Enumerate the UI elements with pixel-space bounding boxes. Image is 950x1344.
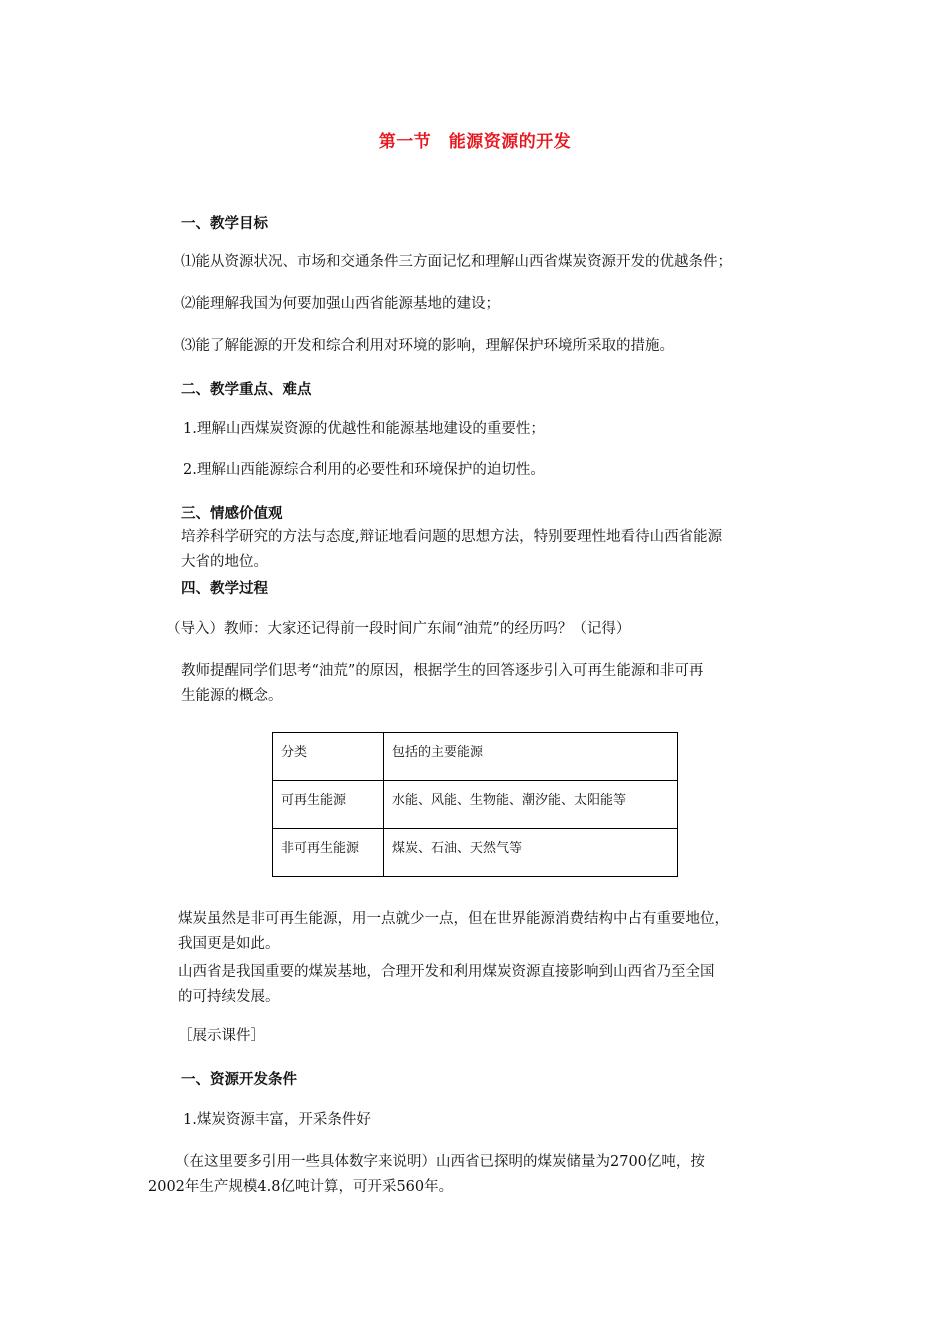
energy-classification-table — [272, 732, 678, 877]
body-line: （在这里要多引用一些具体数字来说明）山西省已探明的煤炭储量为2700亿吨，按 — [175, 1154, 705, 1170]
table-header-cell: 分类 — [273, 733, 384, 781]
table-header-cell: 包括的主要能源 — [384, 733, 678, 781]
key-point-item: 1.理解山西煤炭资源的优越性和能源基地建设的重要性； — [183, 421, 545, 437]
table-row — [273, 829, 678, 877]
section-heading-key-points: 二、教学重点、难点 — [181, 382, 312, 398]
section-heading-values: 三、情感价值观 — [181, 506, 283, 522]
key-point-item: 2.理解山西能源综合利用的必要性和环境保护的迫切性。 — [183, 462, 545, 478]
table-cell: 可再生能源 — [273, 781, 384, 829]
section-heading-objectives: 一、教学目标 — [181, 216, 268, 232]
hint-line: 生能源的概念。 — [181, 688, 283, 704]
intro-line: （导入）教师：大家还记得前一段时间广东闹“油荒”的经历吗？（记得） — [166, 621, 631, 637]
table-row — [273, 781, 678, 829]
courseware-note: ［展示课件］ — [178, 1028, 265, 1044]
table-cell: 非可再生能源 — [273, 829, 384, 877]
section-heading-conditions: 一、资源开发条件 — [181, 1072, 297, 1088]
paragraph-line: 的可持续发展。 — [178, 989, 280, 1005]
page-title: 第一节 能源资源的开发 — [378, 132, 572, 152]
table-header-row — [273, 733, 678, 781]
subsection-title: 1.煤炭资源丰富，开采条件好 — [183, 1112, 371, 1128]
body-line: 2002年生产规模4.8亿吨计算，可开采560年。 — [148, 1179, 454, 1195]
paragraph-line: 我国更是如此。 — [178, 936, 280, 952]
paragraph-line: 煤炭虽然是非可再生能源，用一点就少一点，但在世界能源消费结构中占有重要地位， — [178, 911, 729, 927]
objective-item: ⑴能从资源状况、市场和交通条件三方面记忆和理解山西省煤炭资源开发的优越条件； — [181, 254, 732, 270]
paragraph-line: 山西省是我国重要的煤炭基地，合理开发和利用煤炭资源直接影响到山西省乃至全国 — [178, 964, 715, 980]
values-line: 大省的地位。 — [181, 554, 268, 570]
section-heading-process: 四、教学过程 — [181, 581, 268, 597]
objective-item: ⑶能了解能源的开发和综合利用对环境的影响，理解保护环境所采取的措施。 — [181, 338, 674, 354]
hint-line: 教师提醒同学们思考“油荒”的原因，根据学生的回答逐步引入可再生能源和非可再 — [181, 663, 704, 679]
values-line: 培养科学研究的方法与态度,辩证地看问题的思想方法，特别要理性地看待山西省能源 — [181, 529, 723, 545]
table-cell: 煤炭、石油、天然气等 — [384, 829, 678, 877]
objective-item: ⑵能理解我国为何要加强山西省能源基地的建设； — [181, 296, 500, 312]
table-cell: 水能、风能、生物能、潮汐能、太阳能等 — [384, 781, 678, 829]
